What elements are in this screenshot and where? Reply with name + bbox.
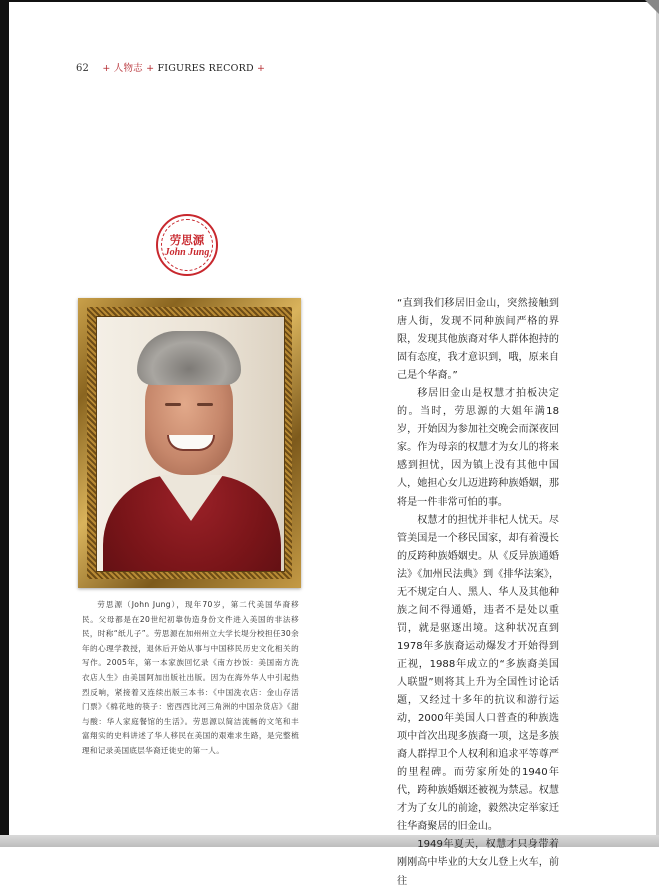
header-separator: + — [257, 63, 266, 74]
page-number: 62 — [76, 63, 90, 74]
body-paragraph: 1949年夏天，权慧才只身带着刚刚高中毕业的大女儿登上火车，前往 — [397, 839, 559, 887]
portrait-gold-frame — [78, 298, 301, 588]
portrait-eye-left — [165, 403, 181, 406]
portrait-eye-right — [197, 403, 213, 406]
portrait-photo — [96, 316, 285, 572]
body-paragraph: 权慧才的担忧并非杞人忧天。尽管美国是一个移民国家，却有着漫长的反跨种族婚姻史。从《反异族通婚法》《加州民法典》到《排华法案》，无不规定白人、黑人、华人及其他种族之间不得通婚，违者不是处以重罚，就是驱逐出境。这种状况直到1978年多族裔运动爆发才开始得到正视，1988年成立的“多族裔美国人联盟”则将其上升为全国性讨论话题，又经过十多年的抗议和游行运动，2000年美国人口普查的种族选项中首次出现多族裔一项，这是多族裔人群捍卫个人权利和追求平等尊严的里程碑。而劳家所处的1940年代，跨种族婚姻还被视为禁忌。权慧才为了女儿的前途，毅然决定举家迁往华裔聚居的旧金山。 — [397, 514, 559, 833]
frame-ornament — [87, 307, 292, 579]
viewer-bottom-bar — [0, 835, 659, 847]
body-paragraph: “直到我们移居旧金山，突然接触到唐人街，发现不同种族间严格的界限，发现其他族裔对华人群体抱持的固有态度，我才意识到，哦，原来自己是个华裔。” — [397, 298, 559, 382]
portrait-caption: 劳思源（John Jung），现年70岁，第二代美国华裔移民。父母都是在20世纪初靠伪造身份文件进入美国的非法移民，时称“纸儿子”。劳思源在加州州立大学长堤分校担任30余年的心理学教授，退休后开始从事与中国移民历史文化相关的写作。2005年，第一本家族回忆录《南方抄饭：美国南方洗衣店人生》由美国阿加出版社出版。因为在海外华人中引起热烈反响，紧接着又连续出版三本书：《中国洗衣店：金山存活门票》《棉花地的筷子：密西西比河三角洲的中国杂货店》《甜与酸：华人家庭餐馆的生活》。劳思源以简洁流畅的文笔和丰富翔实的史料讲述了华人移民在美国的艰难求生路，是完整梳理和记录美国底层华裔迁徙史的第一人。 — [82, 600, 299, 755]
header-separator: + — [102, 63, 111, 74]
section-label-en: FIGURES RECORD — [157, 63, 254, 74]
article-body-column — [397, 295, 559, 891]
viewer-top-edge — [0, 0, 659, 2]
name-seal-stamp — [156, 214, 218, 276]
seal-name-cn: 劳思源 — [169, 233, 205, 247]
header-separator: + — [146, 63, 155, 74]
portrait-hair — [137, 331, 241, 385]
seal-name-en: John Jung — [164, 247, 210, 258]
page-corner-icon — [645, 0, 659, 14]
body-paragraph: 移居旧金山是权慧才拍板决定的。当时，劳思源的大姐年满18岁，开始因为参加社交晚会而深夜回家。作为母亲的权慧才为女儿的将来感到担忧，因为镇上没有其他中国人，她担心女儿迈进跨种族婚姻，那将是一件非常可怕的事。 — [397, 388, 559, 508]
running-header — [76, 60, 265, 74]
section-label-cn: 人物志 — [113, 63, 143, 74]
viewer-left-edge — [0, 0, 9, 847]
